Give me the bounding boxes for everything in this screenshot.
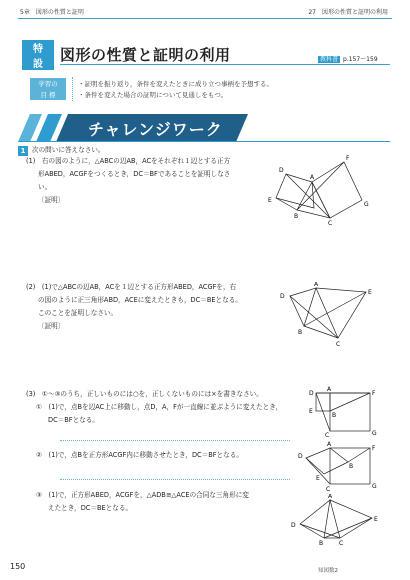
answer-divider [60,479,290,480]
figure-3 [292,385,382,437]
fig1-label: E [268,197,272,204]
question-instruction: 次の問いに答えなさい。 [32,146,105,154]
fig4-label: A [327,441,332,448]
special-badge: 特 設 [22,40,54,70]
figure-5 [286,494,382,546]
page-title: 図形の性質と証明の利用 [60,46,231,64]
fig4-label: C [326,486,331,492]
fig5-label: E [374,516,378,523]
fig3-label: F [372,390,376,397]
fig3-label: D [309,390,314,397]
fig3-label: B [332,412,337,419]
q2-proof-label: 〔証明〕 [38,322,65,330]
goals-label: 学習の 目 標 [30,78,66,100]
goals-divider [72,77,74,101]
publisher-mark: 知図数2 [318,568,338,574]
q3-item-1: ① (1)で，点Bを辺AC上に移動し，点D，A，Fが一直線に並ぶように変えたとき， [36,403,283,411]
q3-line: (3) ①〜③のうち，正しいものには○を，正しくないものには×を書きなさい。 [26,390,263,398]
fig1-label: G [364,201,369,208]
fig3-label: E [309,408,313,415]
q1-line: い。 [38,183,52,191]
q3-item-3: ③ (1)で，正方形ABED，ACGFを，△ADB≡△ACEの合同な三角形に変 [36,491,249,499]
q3-item-1: DC＝BFとなる。 [48,416,99,424]
chapter-header: 5章 図形の性質と証明 [20,9,84,16]
textbook-reference [318,54,378,63]
textbook-pages: p.157〜159 [343,56,378,63]
fig4-label: F [372,445,376,452]
fig1-label: C [328,220,333,225]
fig2-label: C [336,341,341,347]
title-underline [60,64,390,65]
q1-line: (1) 右の図のように，△ABCの辺AB，ACをそれぞれ１辺とする正方 [26,157,231,165]
question-number: 1 [18,146,28,156]
fig5-label: B [319,540,324,546]
fig3-label: C [325,432,330,437]
fig1-label: D [279,167,284,174]
page-number: 150 [10,562,26,571]
goal-item: ・証明を振り返り，条件を変えたときに成り立つ事柄を予想する。 [78,80,273,88]
section-header: 27 図形の性質と証明の利用 [308,9,388,16]
fig5-label: C [339,540,344,546]
q2-line: このことを証明しなさい。 [38,309,118,317]
fig2-label: D [280,293,285,300]
fig1-label: B [294,213,299,220]
fig4-label: D [298,453,303,460]
fig4-label: B [349,463,354,470]
fig1-label: F [346,155,350,162]
fig2-label: E [368,289,372,296]
textbook-tag: 教科書 [320,56,339,63]
q3-item-2: ② (1)で，点Bを正方形ACGF内に移動させたとき，DC＝BFとなる。 [36,451,243,459]
fig3-label: G [372,430,377,437]
q1-line: 形ABED，ACGFをつくるとき，DC＝BFであることを証明しなさ [38,170,231,178]
figure-2 [276,282,376,347]
q2-line: (2) (1)で△ABCの辺AB，ACを１辺とする正方形ABED，ACGFを，右 [26,283,237,291]
fig5-label: D [291,522,296,529]
q1-proof-label: 〔証明〕 [38,196,65,204]
answer-divider [60,440,290,441]
fig2-label: A [314,282,319,288]
header-rule [18,18,392,19]
q2-line: の図のように正三角形ABD，ACEに変えたときも，DC＝BEとなる。 [38,296,242,304]
fig4-label: G [372,483,377,490]
fig4-label: E [316,475,320,482]
fig1-label: A [310,174,315,181]
fig2-label: B [298,329,303,336]
figure-4 [292,440,382,492]
figure-1 [262,150,382,225]
fig3-label: A [327,386,332,393]
fig5-label: A [328,494,333,500]
q3-item-3: えたとき，DC＝BEとなる。 [48,504,133,512]
goal-item: ・条件を変えた場合の証明について見通しをもつ。 [78,91,228,99]
banner-title: チャレンジワーク [88,120,223,139]
